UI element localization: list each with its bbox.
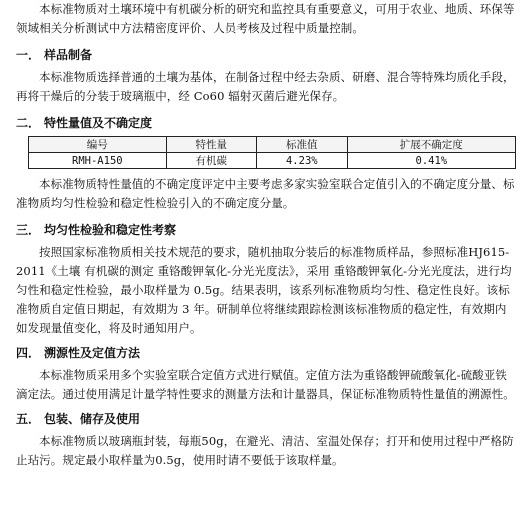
section-heading-homogeneity-stability [16, 221, 518, 239]
section-number: 二． [16, 116, 41, 130]
section-title: 包装、储存及使用 [44, 412, 141, 426]
section-paragraph: 本标准物质特性量值的不确定度评定中主要考虑多家实验室联合定值引入的不确定度分量、标准物质均匀性检验和稳定性检验引入的不确定度分量。 [16, 177, 515, 210]
table-cell: 有机碳 [166, 153, 256, 169]
section-number: 一． [16, 48, 41, 62]
section-paragraph: 本标准物质采用多个实验室联合定值方式进行赋值。定值方法为重铬酸钾硫酸氧化-硫酸亚铁滴定法。通过使用满足计量学特性要求的测量方法和计量器具，保证标准物质特性量值的溯源性。 [16, 368, 515, 401]
section-heading-traceability [16, 344, 518, 362]
section-number: 四． [16, 346, 41, 360]
section-paragraph: 按照国家标准物质相关技术规范的要求，随机抽取分装后的标准物质样品，参照标准HJ615-2011《土壤 有机碳的测定 重铬酸钾氧化-分光光度法》，采用 重铬酸钾氧化-分光光度法，进行均匀性和稳定性检验，最小取样量为 0.5g。结果表明，该系列标准物质均匀性、稳定性良好。该标准物质自定值日期起，有效期为 3 年。研制单位将继续跟踪检测该标准物质的稳定性，有效期内如发现量值变化，将及时通知用户。 [16, 245, 512, 335]
section-title: 样品制备 [44, 48, 93, 62]
table-row [29, 153, 516, 169]
property-value-table [28, 136, 516, 169]
section-title: 特性量值及不确定度 [44, 116, 153, 130]
section-number: 五． [16, 412, 41, 426]
section-paragraph: 本标准物质选择普通的土壤为基体，在制备过程中经去杂质、研磨、混合等特殊均质化手段，再将干燥后的分装于玻璃瓶中，经 Co60 辐射灭菌后避光保存。 [16, 70, 515, 103]
section-paragraph: 本标准物质以玻璃瓶封装，每瓶50g，在避光、清洁、室温处保存；打开和使用过程中严格防止玷污。规定最小取样量为0.5g，使用时请不要低于该取样量。 [16, 434, 514, 467]
table-cell: 4.23% [256, 153, 347, 169]
table-header-cell: 扩展不确定度 [347, 137, 515, 153]
intro-paragraph: 本标准物质对土壤环境中有机碳分析的研究和监控具有重要意义，可用于农业、地质、环保等领域相关分析测试中方法精密度评价、人员考核及过程中质量控制。 [16, 2, 515, 35]
table-cell: RMH-A150 [29, 153, 167, 169]
section-number: 三． [16, 223, 41, 237]
table-header-cell: 特性量 [166, 137, 256, 153]
table-cell: 0.41% [347, 153, 515, 169]
section-heading-sample-preparation [16, 46, 518, 64]
table-header-cell: 标准值 [256, 137, 347, 153]
section-title: 溯源性及定值方法 [44, 346, 141, 360]
section-heading-property-values [16, 114, 518, 132]
section-title: 均匀性检验和稳定性考察 [44, 223, 177, 237]
table-header-row [29, 137, 516, 153]
section-heading-packaging-storage [16, 410, 518, 428]
table-header-cell: 编号 [29, 137, 167, 153]
